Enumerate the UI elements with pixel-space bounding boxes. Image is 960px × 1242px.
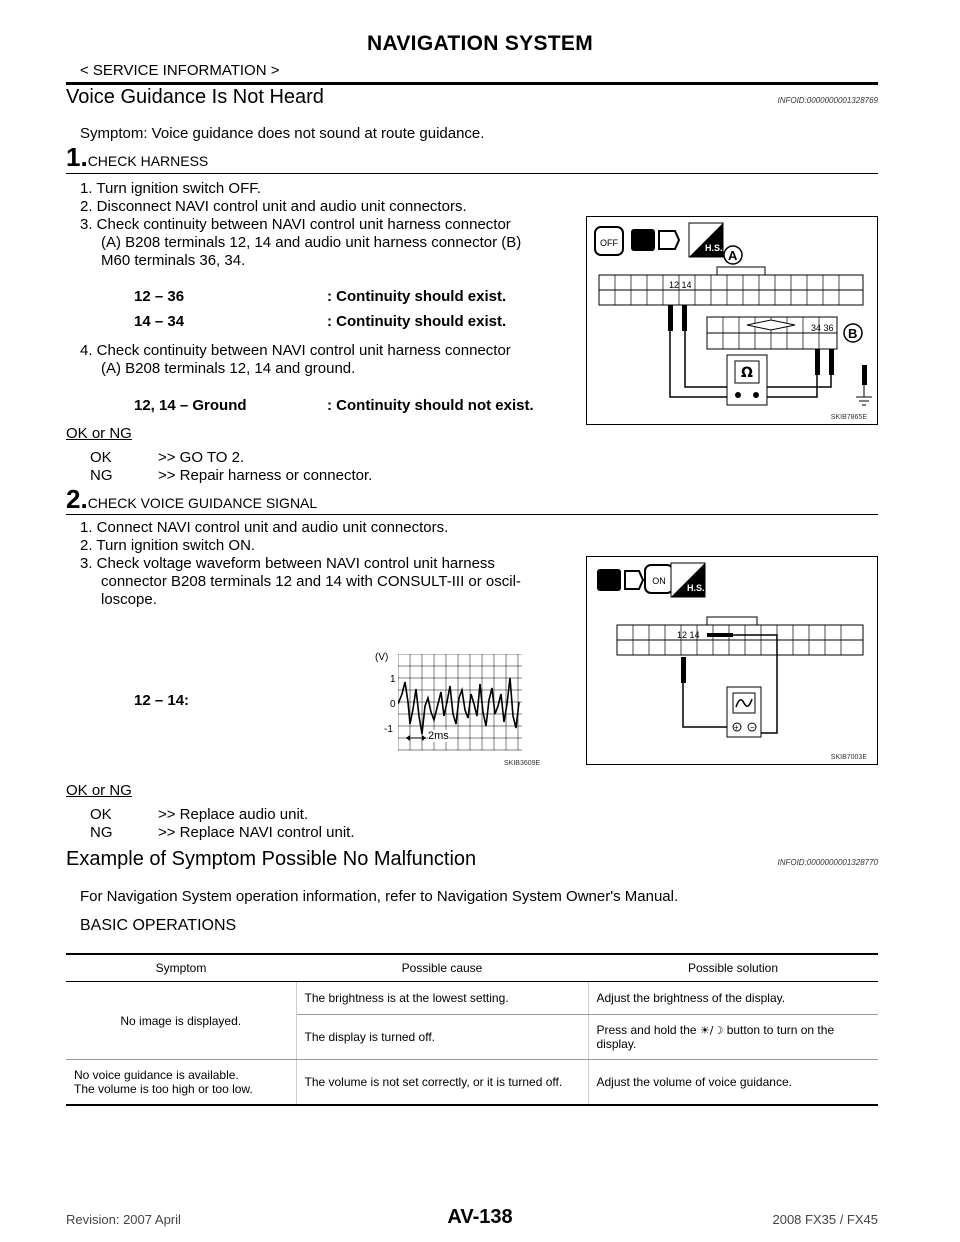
step-1-item: 3. Check continuity between NAVI control unit harness connector [80, 216, 511, 233]
harness-continuity-diagram [586, 216, 878, 425]
symptom-cell [66, 1060, 296, 1106]
ignition-on-icon [645, 565, 673, 593]
ng-result: >> Replace NAVI control unit. [158, 824, 355, 841]
svg-text:34 36: 34 36 [811, 323, 834, 333]
harness-side-icon [671, 563, 705, 597]
section-intro: For Navigation System operation information, refer to Navigation System Owner's Manual. [80, 888, 679, 905]
connector-b-grid [707, 317, 837, 349]
connector-a-grid [599, 267, 863, 305]
step-1-heading [66, 142, 208, 173]
step-1-item: 4. Check continuity between NAVI control unit harness connector [80, 342, 511, 359]
info-id: INFOID:0000000001328770 [777, 858, 878, 867]
step-2-item: 3. Check voltage waveform between NAVI control unit harness [80, 555, 495, 572]
solution-text: Press and hold the [596, 1023, 697, 1037]
symptom-text: Symptom: Voice guidance does not sound at route guidance. [80, 125, 485, 142]
cause-cell: The display is turned off. [296, 1015, 588, 1060]
column-header: Symptom [66, 954, 296, 982]
spec-value: : Continuity should exist. [327, 288, 507, 305]
ground-icon [856, 397, 872, 405]
section-title-example: Example of Symptom Possible No Malfunction [66, 848, 477, 870]
svg-text:OFF: OFF [600, 238, 618, 248]
connector-connect-icon [597, 569, 643, 591]
solution-cell: Adjust the volume of voice guidance. [588, 1060, 878, 1106]
basic-operations-heading: BASIC OPERATIONS [80, 917, 237, 934]
solution-cell: Adjust the brightness of the display. [588, 982, 878, 1015]
column-header: Possible solution [588, 954, 878, 982]
image-id: SKIB7003E [830, 754, 867, 761]
step-2-heading [66, 484, 317, 515]
harness-diagram-svg [587, 217, 877, 424]
ng-key: NG [90, 467, 113, 484]
ok-or-ng-label: OK or NG [66, 782, 132, 799]
symptom-line: No voice guidance is available. [74, 1068, 239, 1082]
spec-value: : Continuity should exist. [327, 313, 507, 330]
symptom-line: The volume is too high or too low. [74, 1082, 253, 1096]
page-title: NAVIGATION SYSTEM [367, 32, 593, 55]
ok-result: >> Replace audio unit. [158, 806, 309, 823]
solution-cell [588, 1015, 878, 1060]
svg-text:12 14: 12 14 [669, 280, 692, 290]
symptom-table [66, 953, 878, 1106]
step-2-item: loscope. [101, 591, 157, 608]
spec-value: : Continuity should not exist. [327, 397, 534, 414]
svg-text:12 14: 12 14 [677, 630, 700, 640]
connector-b-label: B [848, 326, 858, 341]
svg-text:ON: ON [652, 576, 666, 586]
table-header-row [66, 954, 878, 982]
ohmmeter-icon [727, 355, 767, 405]
step-1-item: 2. Disconnect NAVI control unit and audio unit connectors. [80, 198, 467, 215]
step-2-item: connector B208 terminals 12 and 14 with CONSULT-III or oscil- [101, 573, 521, 590]
step-title: CHECK VOICE GUIDANCE SIGNAL [87, 495, 318, 511]
cause-cell: The volume is not set correctly, or it is turned off. [296, 1060, 588, 1106]
info-id: INFOID:0000000001328769 [777, 96, 878, 105]
ok-key: OK [90, 806, 112, 823]
header-rule [66, 82, 878, 85]
image-id: SKIB7865E [830, 414, 867, 421]
step-1-item: 1. Turn ignition switch OFF. [80, 180, 261, 197]
svg-text:Ω: Ω [741, 365, 753, 381]
svg-text:+: + [734, 723, 739, 732]
waveform-tick: 0 [390, 699, 396, 710]
ok-key: OK [90, 449, 112, 466]
table-row [66, 1060, 878, 1106]
harness-side-icon [689, 223, 723, 257]
cause-cell: The brightness is at the lowest setting. [296, 982, 588, 1015]
brightness-button-icon: ☀/☽ [699, 1024, 724, 1037]
page-number: AV-138 [447, 1206, 513, 1228]
connector-a-label: A [728, 248, 738, 263]
step-2-item: 1. Connect NAVI control unit and audio unit connectors. [80, 519, 449, 536]
step-rule [66, 514, 878, 515]
symptom-cell: No image is displayed. [66, 982, 296, 1060]
section-title-voice-guidance: Voice Guidance Is Not Heard [66, 86, 324, 108]
voice-waveform-graph [372, 650, 541, 770]
svg-text:H.S.: H.S. [705, 243, 723, 253]
spec-label: 12 – 36 [134, 288, 185, 305]
spec-label: 14 – 34 [134, 313, 185, 330]
step-1-item: (A) B208 terminals 12, 14 and ground. [101, 360, 356, 377]
footer-revision: Revision: 2007 April [66, 1212, 181, 1227]
step-1-item: (A) B208 terminals 12, 14 and audio unit harness connector (B) [101, 234, 522, 251]
oscilloscope-diagram [586, 556, 878, 765]
waveform-plot [398, 654, 524, 754]
oscilloscope-diagram-svg [587, 557, 877, 764]
ng-result: >> Repair harness or connector. [158, 467, 373, 484]
column-header: Possible cause [296, 954, 588, 982]
solution-text: button to turn on the display. [596, 1023, 835, 1051]
step-number: 2. [66, 484, 88, 514]
waveform-time-label: 2ms [428, 730, 449, 742]
spec-label: 12, 14 – Ground [134, 397, 247, 414]
ignition-off-icon [595, 227, 623, 255]
ng-key: NG [90, 824, 113, 841]
table-row [66, 982, 878, 1015]
page-subtitle: < SERVICE INFORMATION > [80, 62, 280, 79]
waveform-unit: (V) [375, 652, 389, 663]
waveform-tick: 1 [390, 674, 396, 685]
footer-model: 2008 FX35 / FX45 [772, 1212, 878, 1227]
svg-text:−: − [750, 723, 755, 732]
waveform-tick: -1 [384, 724, 393, 735]
step-rule [66, 173, 878, 174]
step-number: 1. [66, 142, 88, 172]
image-id: SKIB3609E [504, 760, 541, 767]
spec-label: 12 – 14: [134, 692, 190, 709]
svg-text:H.S.: H.S. [687, 583, 705, 593]
connector-disconnect-icon [631, 229, 679, 251]
step-2-item: 2. Turn ignition switch ON. [80, 537, 256, 554]
oscilloscope-icon [727, 687, 761, 737]
ok-result: >> GO TO 2. [158, 449, 245, 466]
step-title: CHECK HARNESS [87, 153, 209, 169]
ok-or-ng-label: OK or NG [66, 425, 132, 442]
connector-grid [617, 617, 863, 655]
step-1-item: M60 terminals 36, 34. [101, 252, 246, 269]
